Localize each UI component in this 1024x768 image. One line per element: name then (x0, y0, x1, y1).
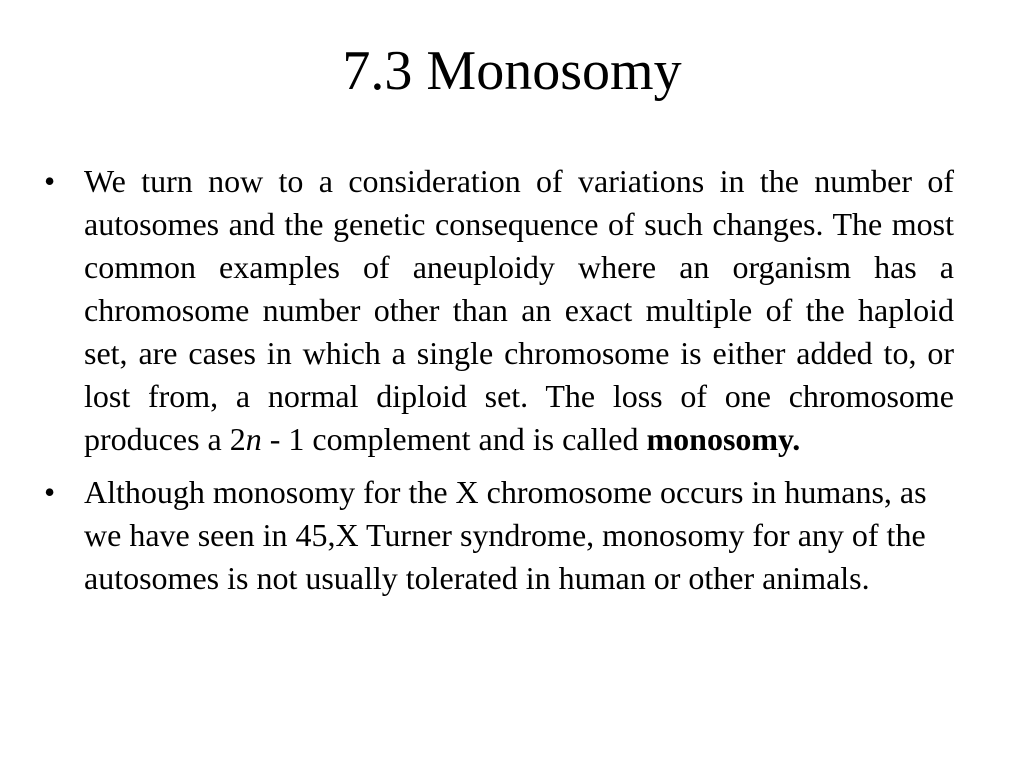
bullet-1-bold-term: monosomy. (646, 421, 801, 457)
bullet-marker: • (44, 474, 56, 510)
bullet-item-2 (44, 471, 954, 600)
bullet-1-text: We turn now to a consideration of variations in the number of autosomes and the genetic consequence of such changes. The most common examples of aneuploidy where an organism has a chromosome number other than an exact multiple of the haploid set, are cases in which a single chromosome is either added to, or lost from, a normal diploid set. The loss of one chromosome produces a 2 (84, 163, 954, 457)
bullet-2-text: Although monosomy for the X chromosome occurs in humans, as we have seen in 45,X Turner syndrome, monosomy for any of the autosomes is not usually tolerated in human or other animals. (84, 474, 927, 596)
bullet-marker: • (44, 163, 56, 199)
bullet-1-italic-n: n (245, 421, 262, 457)
slide-title: 7.3 Monosomy (342, 40, 682, 102)
bullet-list (44, 160, 954, 600)
bullet-item-1 (44, 160, 954, 461)
bullet-1-text-after: - 1 complement and is called (261, 421, 647, 457)
